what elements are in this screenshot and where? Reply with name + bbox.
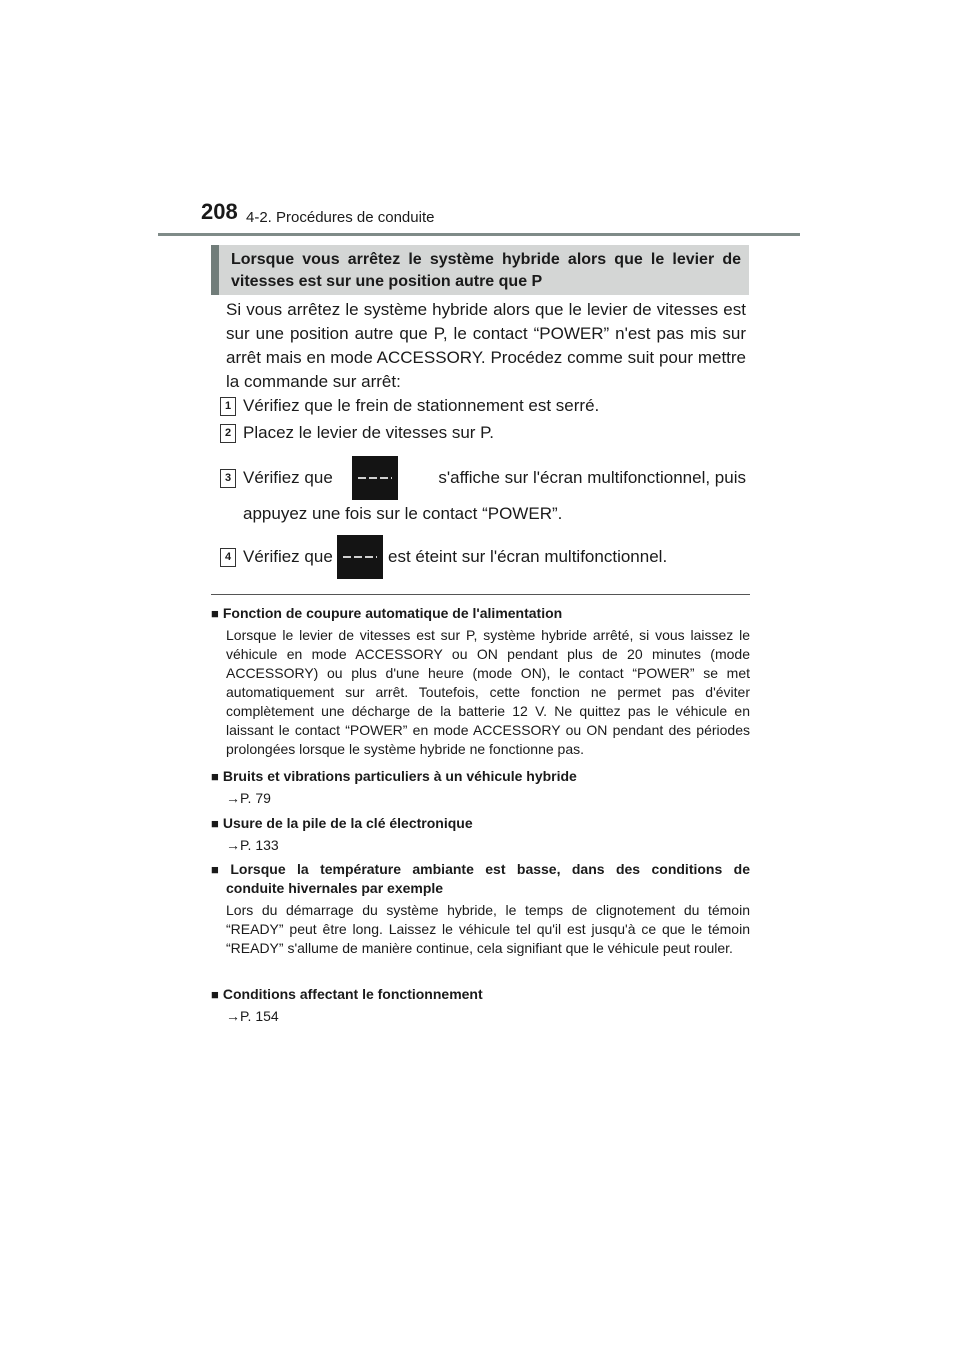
bullet-square-icon: ■	[211, 606, 219, 621]
bullet-square-icon: ■	[211, 769, 219, 784]
header-rule	[158, 233, 800, 236]
bullet-square-icon: ■	[211, 816, 219, 831]
step-text-4a: Vérifiez que	[243, 547, 333, 566]
note-title: Usure de la pile de la clé électronique	[222, 815, 473, 831]
step-number-3: 3	[220, 469, 236, 488]
note-title: Fonction de coupure automatique de l'alimentation	[222, 605, 563, 621]
note-body: Lorsque le levier de vitesses est sur P, système hybride arrêté, si vous laissez le véhicule en mode ACCESSORY ou ON pendant plus de 20 minutes (mode ACCESSORY) ou plus d'une heure (mode ON), le contact “POWER” se met automatiquement sur arrêt. Toutefois, cette fonction ne permet pas d'éviter complètement une décharge de la batterie 12 V. Ne quittez pas le véhicule en laissant le contact “POWER” en mode ACCESSORY ou ON pendant des périodes prolongées lorsque le système hybride ne fonctionne pas.	[226, 627, 750, 757]
callout-line-2: vitesses est sur une position autre que P	[231, 273, 543, 290]
note-title-line-2: conduite hivernales par exemple	[226, 880, 444, 896]
page-reference-link[interactable]: →P. 79	[226, 790, 271, 806]
step-text-3b: s'affiche sur l'écran multifonctionnel, puis	[438, 468, 746, 487]
step-text-3a: Vérifiez que	[243, 468, 333, 487]
page-number: 208	[201, 199, 238, 224]
page-reference-link[interactable]: →P. 154	[226, 1008, 279, 1024]
display-indicator-icon	[352, 456, 398, 500]
note-low-temperature	[211, 860, 750, 958]
bullet-square-icon: ■	[211, 862, 227, 877]
page-reference-link[interactable]: →P. 133	[226, 837, 279, 853]
step-text-1: Vérifiez que le frein de stationnement est serré.	[243, 396, 600, 415]
note-title-line-1: Lorsque la température ambiante est basse, dans des conditions de	[230, 861, 750, 877]
section-divider	[211, 594, 750, 595]
step-text-3c: appuyez une fois sur le contact “POWER”.	[243, 504, 563, 523]
note-auto-power-off	[211, 604, 750, 759]
note-title: Bruits et vibrations particuliers à un véhicule hybride	[222, 768, 577, 784]
callout-line-1: Lorsque vous arrêtez le système hybride alors que le levier de	[231, 251, 741, 268]
step-number-1: 1	[220, 397, 236, 416]
step-text-2: Placez le levier de vitesses sur P.	[243, 423, 495, 442]
display-indicator-icon	[337, 535, 383, 579]
section-title: 4-2. Procédures de conduite	[246, 209, 435, 226]
bullet-square-icon: ■	[211, 987, 219, 1002]
step-number-4: 4	[220, 548, 236, 567]
intro-paragraph: Si vous arrêtez le système hybride alors que le levier de vitesses est sur une position autre que P, le contact “POWER” n'est pas mis sur arrêt mais en mode ACCESSORY. Procédez comme suit pour mettre la commande sur arrêt:	[226, 300, 746, 391]
step-number-2: 2	[220, 424, 236, 443]
note-hybrid-noises	[211, 767, 750, 808]
note-body: Lors du démarrage du système hybride, le temps de clignotement du témoin “READY” peut être long. Laissez le véhicule tel qu'il est jusqu'à ce que le témoin “READY” s'allume de manière continue, cela signifiant que le véhicule peut rouler.	[226, 902, 750, 956]
step-text-4b: est éteint sur l'écran multifonctionnel.	[388, 547, 668, 566]
note-title: Conditions affectant le fonctionnement	[222, 986, 483, 1002]
note-operating-conditions	[211, 985, 750, 1026]
callout-heading	[211, 245, 749, 295]
note-key-battery	[211, 814, 750, 855]
